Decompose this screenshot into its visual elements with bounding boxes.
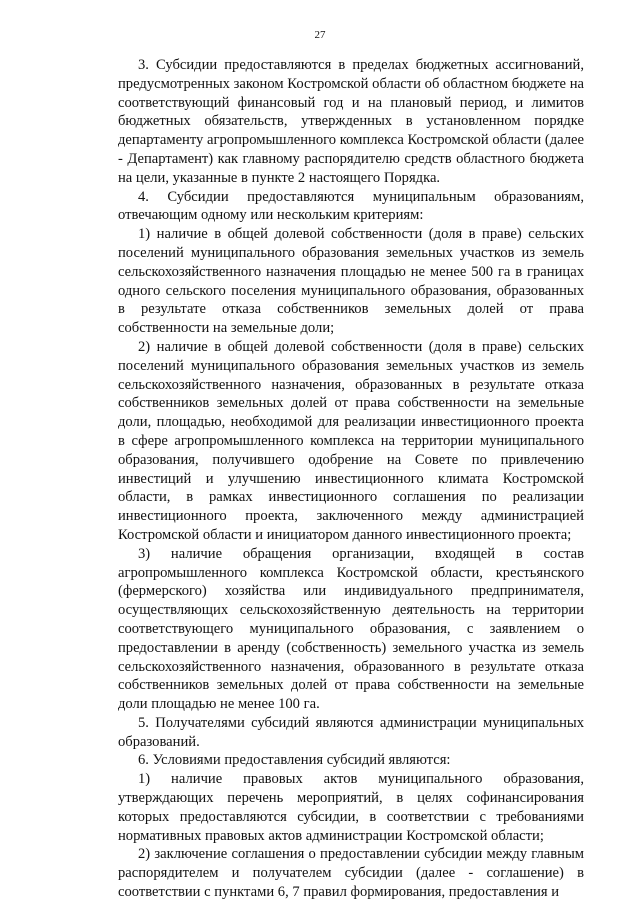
- page-number: 27: [314, 29, 326, 41]
- paragraph-item-6: 6. Условиями предоставления субсидий являются:: [138, 752, 451, 769]
- document-body: [118, 56, 584, 902]
- paragraph-item-3: 3. Субсидии предоставляются в пределах бюджетных ассигнований, предусмотренных законом Костромской области об областном бюджете на соответствующий финансовый год и на плановый период, и лимитов бюджетных обязательств, утвержденных в установленном порядке департаменту агропромышленного комплекса Костромской области (далее - Департамент) как главному распорядителю средств областного бюджета на цели, указанные в пункте 2 настоящего Порядка.: [118, 57, 584, 186]
- paragraph-criterion-3: 3) наличие обращения организации, входящей в состав агропромышленного комплекса Костромской области, крестьянского (фермерского) хозяйства или индивидуального предпринимателя, осуществляющих сельскохозяйственную деятельность на территории соответствующего муниципального образования, с заявлением о предоставлении в аренду (собственность) земельного участка из земель сельскохозяйственного назначения, образованного в результате отказа собственников земельных долей от права собственности на земельные доли площадью не менее 100 га.: [118, 545, 584, 713]
- paragraph-criterion-2: 2) наличие в общей долевой собственности (доля в праве) сельских поселений муниципального образования земельных участков из земель сельскохозяйственного назначения, образованных в результате отказа собственников земельных долей от права собственности на земельные доли, площадью, необходимой для реализации инвестиционного проекта в сфере агропромышленного комплекса на территории муниципального образования, получившего одобрение на Совете по привлечению инвестиций и улучшению инвестиционного климата Костромской области, в рамках инвестиционного соглашения по реализации инвестиционного проекта, заключенного между администрацией Костромской области и инициатором данного инвестиционного проекта;: [118, 338, 584, 543]
- paragraph-condition-2: 2) заключение соглашения о предоставлении субсидии между главным распорядителем и получателем субсидии (далее - соглашение) в соответствии с пунктами 6, 7 правил формирования, предоставления и: [118, 846, 584, 901]
- paragraph-item-5: 5. Получателями субсидий являются администрации муниципальных образований.: [118, 714, 584, 750]
- paragraph-item-4: 4. Субсидии предоставляются муниципальным образованиям, отвечающим одному или нескольким критериям:: [118, 188, 584, 224]
- paragraph-criterion-1: 1) наличие в общей долевой собственности (доля в праве) сельских поселений муниципального образования земельных участков из земель сельскохозяйственного назначения площадью не менее 500 га в границах одного сельского поселения муниципального образования, образованных в результате отказа собственников земельных долей от права собственности на земельные доли;: [118, 226, 584, 337]
- paragraph-condition-1: 1) наличие правовых актов муниципального образования, утверждающих перечень мероприятий, в целях софинансирования которых предоставляются субсидии, в соответствии с требованиями нормативных правовых актов администрации Костромской области;: [118, 771, 584, 844]
